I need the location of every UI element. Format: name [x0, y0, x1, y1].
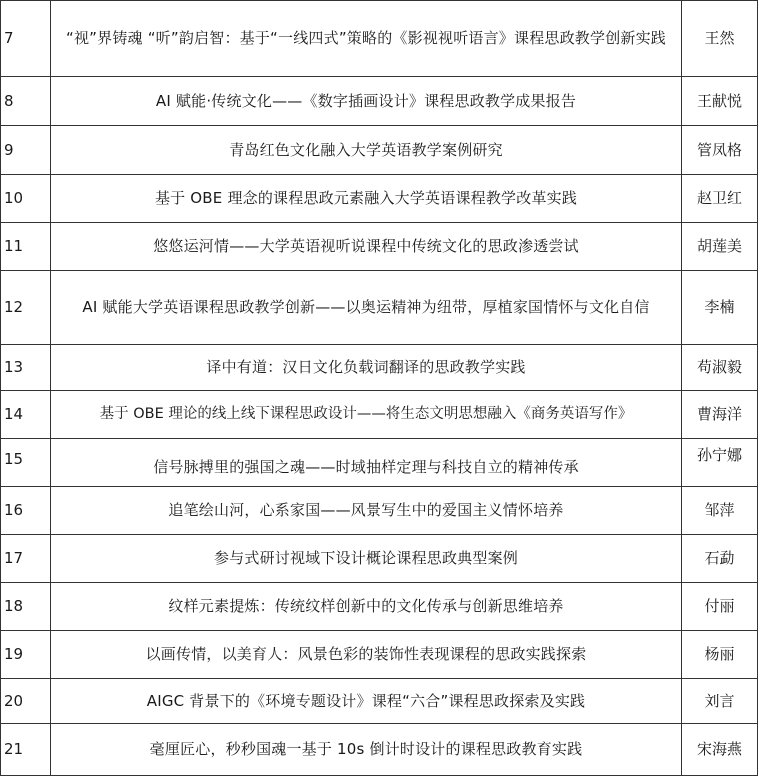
table-row — [1, 583, 758, 631]
author-name: 宋海燕 — [682, 724, 758, 776]
author-name: 邹萍 — [682, 487, 758, 535]
table-row — [1, 439, 758, 487]
table-row — [1, 1, 758, 77]
row-number: 17 — [1, 535, 51, 583]
author-name: 石勐 — [682, 535, 758, 583]
table-row — [1, 487, 758, 535]
row-number: 9 — [1, 126, 51, 175]
row-number: 21 — [1, 724, 51, 776]
table-row — [1, 724, 758, 776]
case-title: 纹样元素提炼：传统纹样创新中的文化传承与创新思维培养 — [51, 583, 682, 631]
row-number: 18 — [1, 583, 51, 631]
row-number: 10 — [1, 175, 51, 223]
row-number: 12 — [1, 271, 51, 345]
case-title: AI 赋能·传统文化——《数字插画设计》课程思政教学成果报告 — [51, 77, 682, 126]
case-title: AIGC 背景下的《环境专题设计》课程“六合”课程思政探索及实践 — [51, 679, 682, 724]
table-row — [1, 679, 758, 724]
table-row — [1, 535, 758, 583]
case-title: 基于 OBE 理论的线上线下课程思政设计——将生态文明思想融入《商务英语写作》 — [51, 391, 682, 439]
row-number: 16 — [1, 487, 51, 535]
row-number: 15 — [1, 439, 51, 487]
table-row — [1, 391, 758, 439]
author-name: 管凤格 — [682, 126, 758, 175]
case-title: 以画传情，以美育人：风景色彩的装饰性表现课程的思政实践探索 — [51, 631, 682, 679]
table-row — [1, 77, 758, 126]
case-title: 毫厘匠心，秒秒国魂一基于 10s 倒计时设计的课程思政教育实践 — [51, 724, 682, 776]
row-number: 8 — [1, 77, 51, 126]
row-number: 7 — [1, 1, 51, 77]
row-number: 19 — [1, 631, 51, 679]
table-row — [1, 175, 758, 223]
case-title: 青岛红色文化融入大学英语教学案例研究 — [51, 126, 682, 175]
table-row — [1, 271, 758, 345]
case-title: 参与式研讨视域下设计概论课程思政典型案例 — [51, 535, 682, 583]
case-title: 基于 OBE 理念的课程思政元素融入大学英语课程教学改革实践 — [51, 175, 682, 223]
author-name: 王献悦 — [682, 77, 758, 126]
author-name: 杨丽 — [682, 631, 758, 679]
case-title: 译中有道：汉日文化负载词翻译的思政教学实践 — [51, 345, 682, 391]
table-row — [1, 223, 758, 271]
author-name: 曹海洋 — [682, 391, 758, 439]
table-row — [1, 345, 758, 391]
author-name: 王然 — [682, 1, 758, 77]
table-row — [1, 126, 758, 175]
table-row — [1, 631, 758, 679]
row-number: 14 — [1, 391, 51, 439]
author-name: 胡莲美 — [682, 223, 758, 271]
author-name: 赵卫红 — [682, 175, 758, 223]
row-number: 20 — [1, 679, 51, 724]
author-name: 刘言 — [682, 679, 758, 724]
author-name: 孙宁娜 — [682, 439, 758, 487]
case-title: “视”界铸魂 “听”韵启智：基于“一线四式”策略的《影视视听语言》课程思政教学创新实践 — [51, 1, 682, 77]
author-name: 付丽 — [682, 583, 758, 631]
row-number: 13 — [1, 345, 51, 391]
case-title: 悠悠运河情——大学英语视听说课程中传统文化的思政渗透尝试 — [51, 223, 682, 271]
author-name: 苟淑毅 — [682, 345, 758, 391]
author-name: 李楠 — [682, 271, 758, 345]
case-title: 追笔绘山河，心系家国——风景写生中的爱国主义情怀培养 — [51, 487, 682, 535]
case-title: AI 赋能大学英语课程思政教学创新——以奥运精神为纽带，厚植家国情怀与文化自信 — [51, 271, 682, 345]
row-number: 11 — [1, 223, 51, 271]
case-title: 信号脉搏里的强国之魂——时域抽样定理与科技自立的精神传承 — [51, 439, 682, 487]
